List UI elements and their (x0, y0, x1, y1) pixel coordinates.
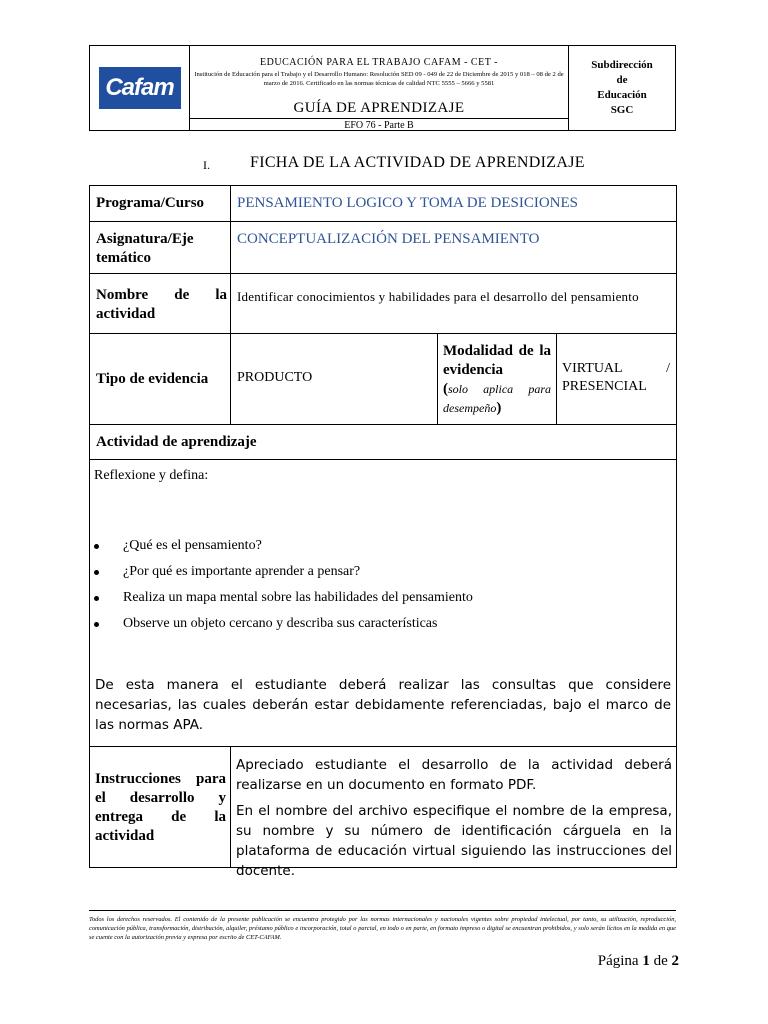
guide-title: GUÍA DE APRENDIZAJE (293, 100, 465, 116)
list-item: Observe un objeto cercano y describa sus características (94, 616, 473, 642)
department-line: Educación (597, 89, 647, 101)
page-number: Página 1 de 2 (597, 953, 679, 969)
logo-cell (90, 46, 190, 130)
consultas-text: De esta manera el estudiante deberá realizar las consultas que considere necesarias, las cuales deberán estar debidamente referenciadas, bajo el marco de las normas APA. (95, 677, 671, 733)
asignatura-value: CONCEPTUALIZACIÓN DEL PENSAMIENTO (237, 231, 540, 247)
header-department (569, 46, 675, 130)
department-line: de (616, 74, 628, 86)
table-border (89, 185, 90, 868)
page-total: 2 (671, 953, 679, 969)
table-border (89, 185, 677, 186)
section-number: I. (203, 158, 210, 172)
instrucciones-p2: En el nombre del archivo especifique el nombre de la empresa, su nombre y su número de identificación cárguela en la plataforma de educación virtual siguiendo las instrucciones del docente. (236, 803, 672, 879)
footer-divider (89, 910, 676, 911)
column-divider (230, 746, 231, 867)
department-line: SGC (610, 104, 634, 116)
header-center (190, 46, 569, 130)
list-item: Realiza un mapa mental sobre las habilidades del pensamiento (94, 590, 473, 616)
page-current: 1 (642, 953, 650, 969)
document-header (89, 45, 676, 131)
nombre-label: Nombre de la actividad (96, 287, 227, 322)
row-divider (89, 273, 677, 274)
document-code: EFO 76 - Parte B (190, 118, 568, 132)
row-divider (89, 459, 677, 460)
institution-name: EDUCACIÓN PARA EL TRABAJO CAFAM - CET - (260, 57, 498, 68)
tipo-label: Tipo de evidencia (96, 371, 209, 387)
row-divider (89, 221, 677, 222)
column-divider (556, 333, 557, 424)
column-divider (230, 185, 231, 424)
footer-rights: Todos los derechos reservados. El contenido de la presente publicación se encuentra protegido por las normas internacionales y nacionales vigentes sobre propiedad intelectual, por tanto, su utilización, reproducción, comunicación pública, transformación, distribución, alquiler, préstamo público e incorporación, total o parcial, en todo o en parte, en formato impreso o digital se encuentran prohibidos, y solo serán lícitos en la medida en que se cuente con la autorización previa y expresa por escrito de CET-CAFAM. (89, 916, 676, 941)
row-divider (89, 424, 677, 425)
row-divider (89, 333, 677, 334)
column-divider (437, 333, 438, 424)
programa-label: Programa/Curso (96, 195, 205, 211)
list-item: ¿Por qué es importante aprender a pensar? (94, 564, 473, 590)
logo-text: Cafam (105, 74, 174, 101)
question-list (94, 538, 473, 642)
modalidad-note: solo aplica para desempeño (443, 382, 551, 415)
instrucciones-label: Instrucciones para el desarrollo y entrega de la actividad (95, 771, 226, 844)
institution-resolution: Institución de Educación para el Trabajo y el Desarrollo Humano: Resolución SED 09 - 049 de 22 de Diciembre de 2015 y 018 – 08 de 2 de marzo de 2016. Certificado en las normas técnicas de calidad NTC 5555 – 5666 y 5581 (194, 71, 564, 87)
reflexione-text: Reflexione y defina: (94, 468, 209, 483)
instrucciones-p1: Apreciado estudiante el desarrollo de la actividad deberá realizarse en un documento en formato PDF. (236, 757, 672, 793)
programa-value: PENSAMIENTO LOGICO Y TOMA DE DESICIONES (237, 195, 578, 211)
modalidad-label: Modalidad de la evidencia (solo aplica para desempeño) (443, 343, 551, 416)
list-item: ¿Qué es el pensamiento? (94, 538, 473, 564)
asignatura-label: Asignatura/Eje temático (96, 231, 194, 266)
nombre-value: Identificar conocimientos y habilidades para el desarrollo del pensamiento (237, 289, 639, 304)
tipo-value: PRODUCTO (237, 370, 313, 385)
table-border (676, 185, 677, 868)
section-title: FICHA DE LA ACTIVIDAD DE APRENDIZAJE (250, 154, 585, 171)
modalidad-value: VIRTUAL / PRESENCIAL (562, 361, 670, 394)
department-line: Subdirección (591, 59, 653, 71)
row-divider (89, 746, 677, 747)
cafam-logo (99, 67, 181, 109)
actividad-label: Actividad de aprendizaje (96, 434, 257, 450)
